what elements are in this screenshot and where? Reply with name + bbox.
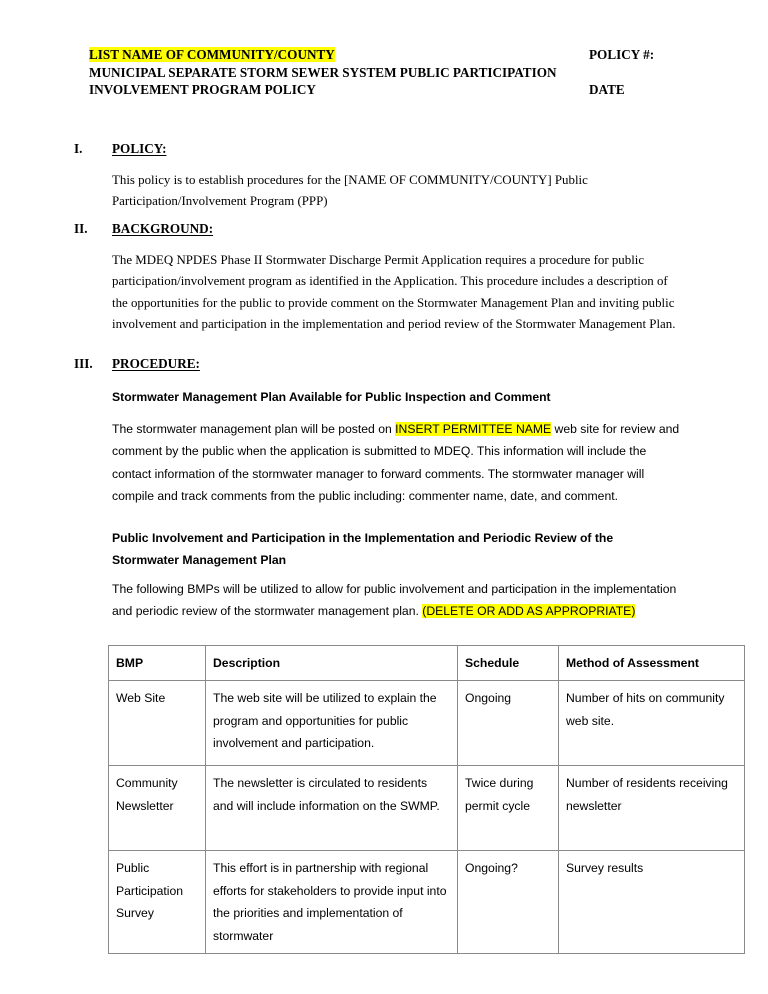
date-label: DATE: [589, 82, 625, 98]
section-body-policy: This policy is to establish procedures for the [NAME OF COMMUNITY/COUNTY] Public Participation/Involvement Program (PPP): [112, 173, 588, 209]
document-title-line-2: INVOLVEMENT PROGRAM POLICY: [89, 82, 316, 98]
header-line-2: [89, 64, 689, 82]
delete-or-add-highlight: (DELETE OR ADD AS APPROPRIATE): [422, 604, 636, 619]
procedure-heading-involvement: Public Involvement and Participation in the Implementation and Periodic Review of the Stormwater Management Plan: [112, 531, 614, 568]
document-title-line-1: MUNICIPAL SEPARATE STORM SEWER SYSTEM PUBLIC PARTICIPATION: [89, 64, 557, 80]
column-header-bmp: BMP: [109, 646, 206, 681]
cell-method: Survey results: [559, 851, 745, 954]
bmp-paragraph-text: The following BMPs will be utilized to allow for public involvement and participation in the implementation and periodic review of the stormwater management plan.: [112, 582, 677, 619]
table-row: [109, 766, 745, 851]
column-header-schedule: Schedule: [458, 646, 559, 681]
table-header-row: [109, 646, 745, 681]
table-row: [109, 681, 745, 766]
paragraph-text-after-highlight: web site for review and comment by the public when the application is submitted to MDEQ. This information will include the contact information of the stormwater manager to forward comments. The stormwater manager will compile and track comments from the public including: commenter name, date, and comment.: [112, 422, 680, 504]
procedure-paragraph-bmps: [112, 578, 682, 623]
document-header: [89, 46, 689, 99]
header-line-1: [89, 46, 689, 64]
paragraph-text-before-highlight: The stormwater management plan will be posted on: [112, 422, 396, 436]
section-body-background: The MDEQ NPDES Phase II Stormwater Discharge Permit Application requires a procedure for public participation/involvement program as identified in the Application. This procedure includes a description of the opportunities for the public to provide comment on the Stormwater Management Plan and inviting public involvement and participation in the implementation and period review of the Stormwater Management Plan.: [112, 253, 676, 331]
section-numeral-iii: III.: [74, 356, 93, 371]
procedure-paragraph-posting: [112, 418, 682, 508]
cell-schedule: Ongoing?: [458, 851, 559, 954]
insert-permittee-name-highlight: INSERT PERMITTEE NAME: [395, 422, 552, 436]
policy-number-label: POLICY #:: [589, 47, 655, 62]
cell-schedule: Twice during permit cycle: [458, 766, 559, 851]
column-header-description: Description: [206, 646, 458, 681]
procedure-heading-inspection: Stormwater Management Plan Available for Public Inspection and Comment: [112, 390, 551, 404]
cell-method: Number of residents receiving newsletter: [559, 766, 745, 851]
section-title-policy: POLICY:: [112, 141, 167, 156]
section-numeral-ii: II.: [74, 221, 88, 236]
section-title-procedure: PROCEDURE:: [112, 356, 200, 371]
community-name-highlight: LIST NAME OF COMMUNITY/COUNTY: [89, 47, 335, 62]
bmp-table: [108, 645, 745, 954]
cell-bmp: Community Newsletter: [109, 766, 206, 851]
cell-method: Number of hits on community web site.: [559, 681, 745, 766]
column-header-method: Method of Assessment: [559, 646, 745, 681]
cell-bmp: Web Site: [109, 681, 206, 766]
table-row: [109, 851, 745, 954]
section-title-background: BACKGROUND:: [112, 221, 214, 236]
cell-bmp: Public Participation Survey: [109, 851, 206, 954]
cell-description: The newsletter is circulated to residents and will include information on the SWMP.: [206, 766, 458, 851]
cell-description: This effort is in partnership with regional efforts for stakeholders to provide input into the priorities and implementation of stormwater: [206, 851, 458, 954]
cell-description: The web site will be utilized to explain the program and opportunities for public involvement and participation.: [206, 681, 458, 766]
section-numeral-i: I.: [74, 141, 83, 156]
header-line-3: [89, 81, 689, 99]
cell-schedule: Ongoing: [458, 681, 559, 766]
